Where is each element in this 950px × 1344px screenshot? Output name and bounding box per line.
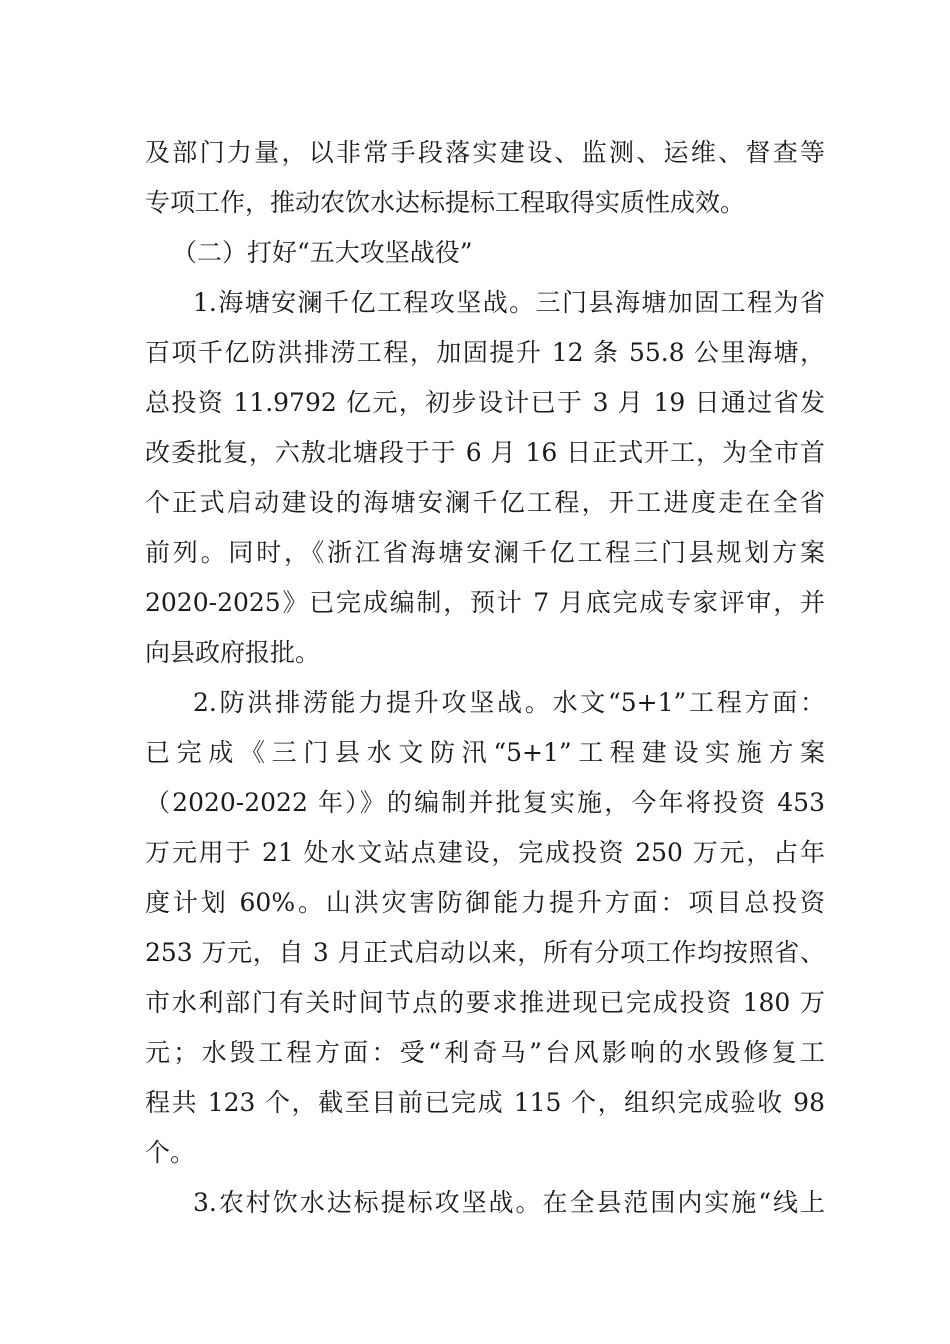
text-line-9: 前列。同时，《浙江省海塘安澜千亿工程三门县规划方案 — [145, 538, 825, 567]
text-line-1: 及部门力量，以非常手段落实建设、监测、运维、督查等 — [145, 138, 825, 167]
text-line-11: 向县政府报批。 — [145, 638, 321, 667]
text-line-20: 程共 123 个，截至目前已完成 115 个，组织完成验收 98 — [145, 1088, 825, 1117]
text-line-15: 万元用于 21 处水文站点建设，完成投资 250 万元，占年 — [145, 838, 825, 867]
section-heading: （二）打好“五大攻坚战役” — [172, 238, 473, 267]
text-line-10: 2020-2025》已完成编制，预计 7 月底完成专家评审，并 — [145, 588, 825, 617]
text-line-16: 度计划 60%。山洪灾害防御能力提升方面：项目总投资 — [145, 888, 825, 917]
text-line-5: 百项千亿防洪排涝工程，加固提升 12 条 55.8 公里海塘， — [145, 338, 825, 367]
text-line-22: 3.农村饮水达标提标攻坚战。在全县范围内实施“线上 — [193, 1188, 825, 1217]
text-line-4: 1.海塘安澜千亿工程攻坚战。三门县海塘加固工程为省 — [193, 288, 825, 317]
text-line-21: 个。 — [145, 1138, 196, 1167]
text-line-8: 个正式启动建设的海塘安澜千亿工程，开工进度走在全省 — [145, 488, 825, 517]
text-line-7: 改委批复，六敖北塘段于于 6 月 16 日正式开工，为全市首 — [145, 438, 825, 467]
text-line-18: 市水利部门有关时间节点的要求推进现已完成投资 180 万 — [145, 988, 825, 1017]
text-line-12: 2.防洪排涝能力提升攻坚战。水文“5+1”工程方面： — [193, 688, 825, 717]
text-line-17: 253 万元，自 3 月正式启动以来，所有分项工作均按照省、 — [145, 938, 825, 967]
text-line-2: 专项工作，推动农饮水达标提标工程取得实质性成效。 — [145, 188, 746, 217]
text-line-14: （2020-2022 年）》的编制并批复实施，今年将投资 453 — [145, 788, 825, 817]
text-line-19: 元；水毁工程方面：受“利奇马”台风影响的水毁修复工 — [145, 1038, 825, 1067]
text-line-13: 已完成《三门县水文防汛“5+1”工程建设实施方案 — [145, 738, 825, 767]
text-line-6: 总投资 11.9792 亿元，初步设计已于 3 月 19 日通过省发 — [145, 388, 825, 417]
